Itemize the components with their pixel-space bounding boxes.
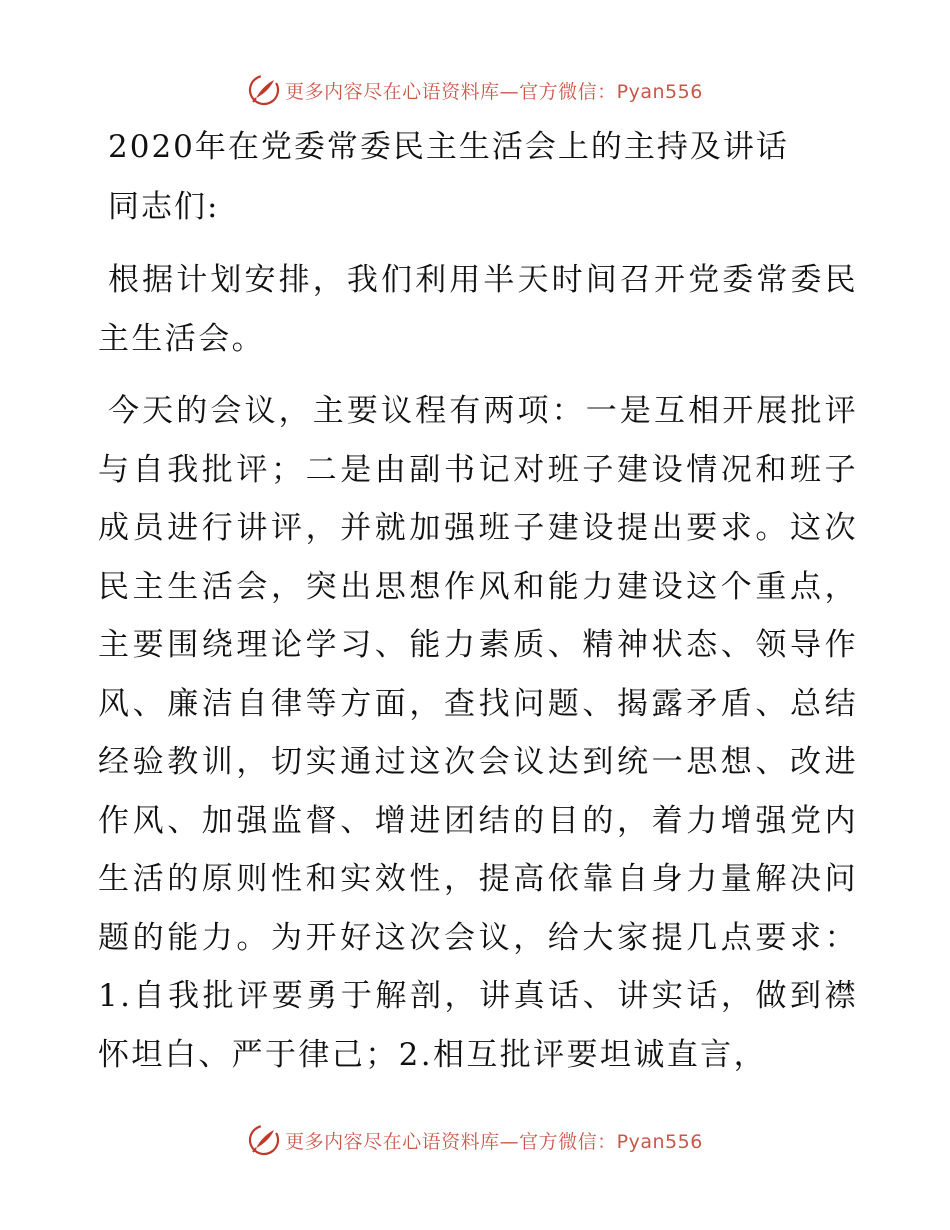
- document-title: 2020年在党委常委民主生活会上的主持及讲话: [108, 129, 789, 165]
- paragraph-1: 根据计划安排，我们利用半天时间召开党委常委民主生活会。: [98, 262, 858, 357]
- document-body: [98, 125, 858, 1098]
- footer-watermark-banner: [0, 1120, 950, 1160]
- paragraph-2: 今天的会议，主要议程有两项：一是互相开展批评与自我批评；二是由副书记对班子建设情况和班子成员进行讲评，并就加强班子建设提出要求。这次民主生活会，突出思想作风和能力建设这个重点，主要围绕理论学习、能力素质、精神状态、领导作风、廉洁自律等方面，查找问题、揭露矛盾、总结经验教训，切实通过这次会议达到统一思想、改进作风、加强监督、增进团结的目的，着力增强党内生活的原则性和实效性，提高依靠自身力量解决问题的能力。为开好这次会议，给大家提几点要求：1.自我批评要勇于解剖，讲真话、讲实话，做到襟怀坦白、严于律己；2.相互批评要坦诚直言，: [98, 393, 858, 1073]
- watermark-text: 更多内容尽在心语资料库—官方微信：Pyan556: [285, 80, 703, 103]
- feather-pen-icon: [247, 1123, 281, 1157]
- watermark-text: 更多内容尽在心语资料库—官方微信：Pyan556: [285, 1130, 703, 1153]
- header-watermark-banner: [0, 70, 950, 110]
- feather-pen-icon: [247, 73, 281, 107]
- salutation: 同志们:: [108, 189, 220, 225]
